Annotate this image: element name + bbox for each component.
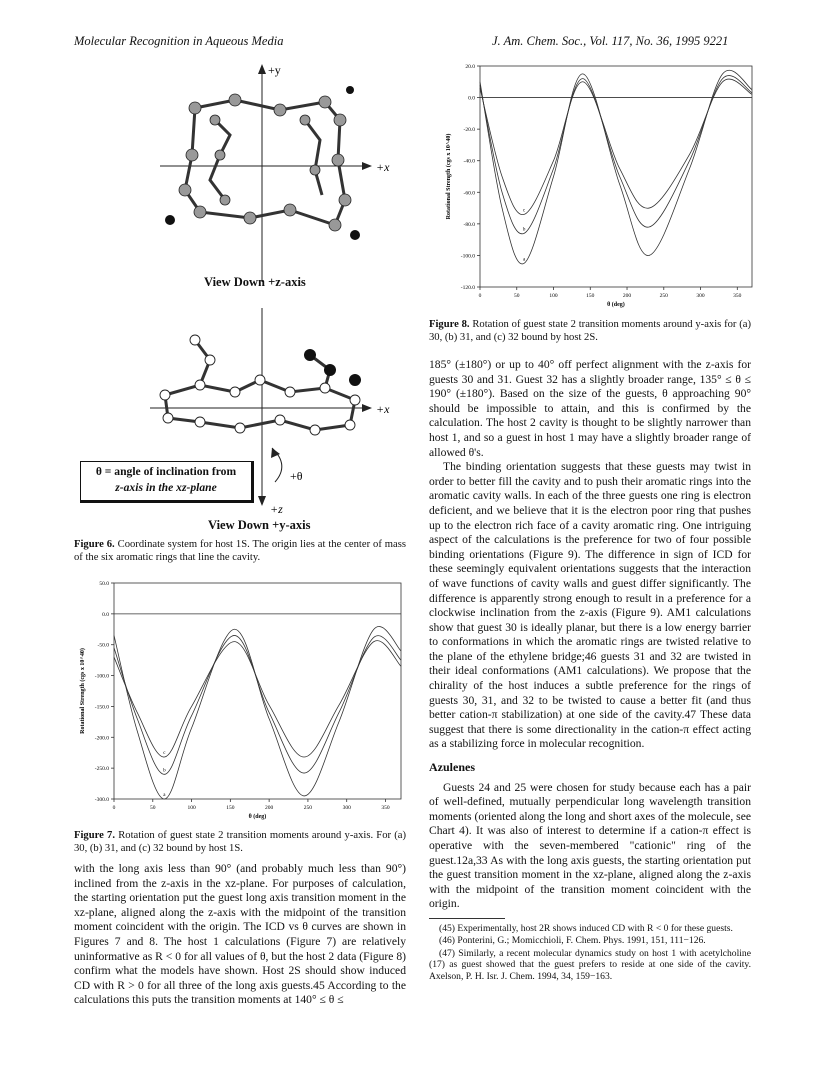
y-axis-label: Rotational Strength (cgs x 10^40) [80, 648, 86, 734]
y-tick-label: 20.0 [465, 64, 475, 70]
fig6-top-view-label: View Down +z-axis [204, 275, 306, 289]
x-tick-label: 350 [733, 293, 742, 299]
y-axis-label: Rotational Strength (cgs x 10^40) [446, 133, 452, 220]
y-tick-label: -20.0 [463, 127, 475, 134]
footnote-46: (46) Ponterini, G.; Momicchioli, F. Chem. Phys. 1991, 151, 111−126. [439, 935, 706, 947]
x-tick-label: 150 [586, 293, 595, 299]
series-line-c [114, 641, 401, 757]
x-axis-label: θ (deg) [607, 302, 625, 308]
figure-8-chart [440, 58, 760, 313]
right-paragraph-1: 185° (±180°) or up to 40° off perfect alignment with the z-axis for guests 30 and 31. Guest 32 has a slightly broader range, 135° ≤ θ ≤ 190° (±180°). Based on the size of the guests, θ approaching 90° should be impossible to attain, and this is confirmed by the calculation. The host 2 cavity is thought to be slightly narrower than host 1, and so a guest in host 1 may have a slightly broader range of allowed θ's. [429, 358, 751, 459]
fig8-caption-label: Figure 8. [429, 319, 470, 330]
y-tick-label: -300.0 [94, 797, 109, 803]
fig6-top-y-label: +y [268, 63, 281, 77]
right-column-text [429, 358, 751, 983]
y-tick-label: 0.0 [468, 95, 475, 102]
x-tick-label: 250 [303, 805, 313, 811]
series-label-a: a [163, 793, 166, 798]
y-tick-label: -150.0 [94, 704, 109, 711]
fig6-theta-label: +θ [290, 469, 303, 483]
y-tick-label: 50.0 [99, 581, 109, 587]
y-tick-label: -100.0 [94, 673, 109, 680]
y-tick-label: -100.0 [460, 253, 475, 260]
left-column-text [74, 862, 406, 1008]
fig7-caption-text: Rotation of guest state 2 transition moments around y-axis. For (a) 30, (b) 31, and (c) 32 bound by host 1S. [74, 830, 406, 854]
fig8-caption-text: Rotation of guest state 2 transition moments around y-axis for (a) 30, (b) 31, and (c) 32 bound by host 2S. [429, 319, 751, 343]
fig6-bottom-view-label: View Down +y-axis [208, 518, 311, 532]
y-tick-label: -120.0 [460, 285, 475, 291]
fig6-caption-label: Figure 6. [74, 539, 115, 550]
y-tick-label: -250.0 [94, 766, 109, 773]
x-tick-label: 200 [622, 293, 632, 299]
x-tick-label: 50 [514, 293, 520, 299]
footnote-rule [429, 918, 505, 919]
fig7-caption-label: Figure 7. [74, 830, 115, 841]
fig6-box-line2: z-axis in the xz-plane [115, 481, 217, 494]
y-tick-label: -50.0 [97, 642, 109, 649]
right-paragraph-3: Guests 24 and 25 were chosen for study because each has a pair of well-defined, mutually perpendicular long wavelength transition moments (oriented along the long and short axes of the molecule, see Chart 4). It was also of interest to determine if a cation-π effect is operative with the seven-membered "cationic" ring of the guest.12a,33 As with the long axis guests, the starting orientation put the guest transition moment in the xz-plane, aligned along the z-axis with the midpoint of the transition moment coincident with the origin. [429, 780, 751, 911]
x-tick-label: 0 [478, 293, 482, 299]
x-tick-label: 250 [659, 293, 668, 299]
y-tick-label: -40.0 [463, 158, 475, 165]
footnote-47: (47) Similarly, a recent molecular dynamics study on host 1 with acetylcholine (17) as guest showed that the guest prefers to reside at one side of the cavity. Axelson, P. H. Isr. J. Chem. 1994, 34, 159−163. [429, 947, 751, 982]
running-head-right: J. Am. Chem. Soc., Vol. 117, No. 36, 1995 9221 [492, 34, 729, 48]
series-line-b [114, 635, 401, 774]
series-label-c: c [163, 751, 166, 757]
x-tick-label: 150 [226, 805, 235, 811]
left-paragraph-1: with the long axis less than 90° (and probably much less than 90°) inclined from the z-axis in the xz-plane. For purposes of calculation, the starting orientation put the guest long axis transition moment in the xz-plane, aligned along the z-axis with the midpoint of the transition moment coincident with the origin. The ICD vs θ curves are shown in Figures 7 and 8. The host 1 calculations (Figure 7) are relatively uninformative as R < 0 for all values of θ, but the host 2 data (Figure 8) confirm what the models have shown. Host 2S should show induced CD with R > 0 for all three of the long axis guests.45 According to the calculations this puts the transition moments at 140° ≤ θ ≤ [74, 862, 406, 1007]
x-tick-label: 300 [696, 293, 705, 299]
figure-6-caption [74, 538, 406, 564]
fig6-definition-box [80, 461, 254, 503]
x-tick-label: 0 [112, 805, 116, 811]
fig6-box-line1: θ = angle of inclination from [95, 465, 237, 478]
running-head-left: Molecular Recognition in Aqueous Media [74, 34, 284, 48]
plot-frame [114, 583, 401, 799]
fig6-top-x-label: +x [376, 160, 390, 174]
x-tick-label: 200 [265, 805, 274, 811]
right-paragraph-2: The binding orientation suggests that these guests may twist in order to better fill the cavity and to push their aromatic rings into the aromatic cavity walls. In each of the three guests one ring is electron deficient, and we believe that it is the electron poor ring that pushes up to the electron rich face of a cavity aromatic ring. One intriguing aspect of the calculations is the preference for two of four possible binding orientations (Figure 9). The difference in sign of ICD for these seemingly equivalent orientations suggests that the interaction of wave functions of cavity walls and guest differ significantly. The difference is apparently strong enough to result in a preference for a clockwise inclination from the z-axis (Figure 9). AM1 calculations show that guest 30 is ideally planar, but there is a low energy barrier to conformations in which the aromatic rings are twisted relative to the plane of the ethylene bridge;46 guests 31 and 32 are twisted in their ideal conformations (AM1 calculations). We propose that the chirality of the host induces a subtle preference for the rings of guests 30, 31, and 32 to be twisted to cause a better fit (and thus better cation-π stabilization) at one side of the cavity.47 These data suggest that there is some directionality in the cation-π effect acting as a stabilizing force in molecular recognition. [429, 460, 751, 751]
figure-7-chart [74, 575, 409, 825]
series-label-b: b [522, 227, 526, 233]
y-tick-label: -200.0 [94, 735, 109, 742]
figure-7-caption [74, 829, 406, 855]
footnote-45: (45) Experimentally, host 2R shows induced CD with R < 0 for these guests. [439, 922, 733, 934]
x-axis-label: θ (deg) [248, 814, 267, 820]
x-tick-label: 50 [150, 805, 156, 811]
fig6-bottom-x-label: +x [376, 402, 390, 416]
figure-8-caption [429, 318, 751, 344]
x-tick-label: 300 [342, 805, 351, 811]
series-label-c: c [522, 208, 526, 214]
y-tick-label: 0.0 [102, 611, 109, 618]
x-tick-label: 100 [549, 293, 558, 299]
series-label-b: b [163, 768, 166, 774]
figure-6-top-structure [140, 60, 400, 290]
x-tick-label: 100 [187, 805, 196, 811]
y-tick-label: -80.0 [463, 221, 475, 228]
series-label-a: a [522, 257, 526, 263]
section-heading-azulenes: Azulenes [429, 760, 475, 775]
footnotes [429, 923, 751, 982]
fig6-bottom-z-label: +z [270, 502, 283, 516]
fig6-caption-text: Coordinate system for host 1S. The origin lies at the center of mass of the six aromatic rings that line the cavity. [74, 539, 406, 563]
series-line-a [114, 627, 401, 799]
x-tick-label: 350 [381, 805, 390, 811]
y-tick-label: -60.0 [463, 190, 475, 197]
